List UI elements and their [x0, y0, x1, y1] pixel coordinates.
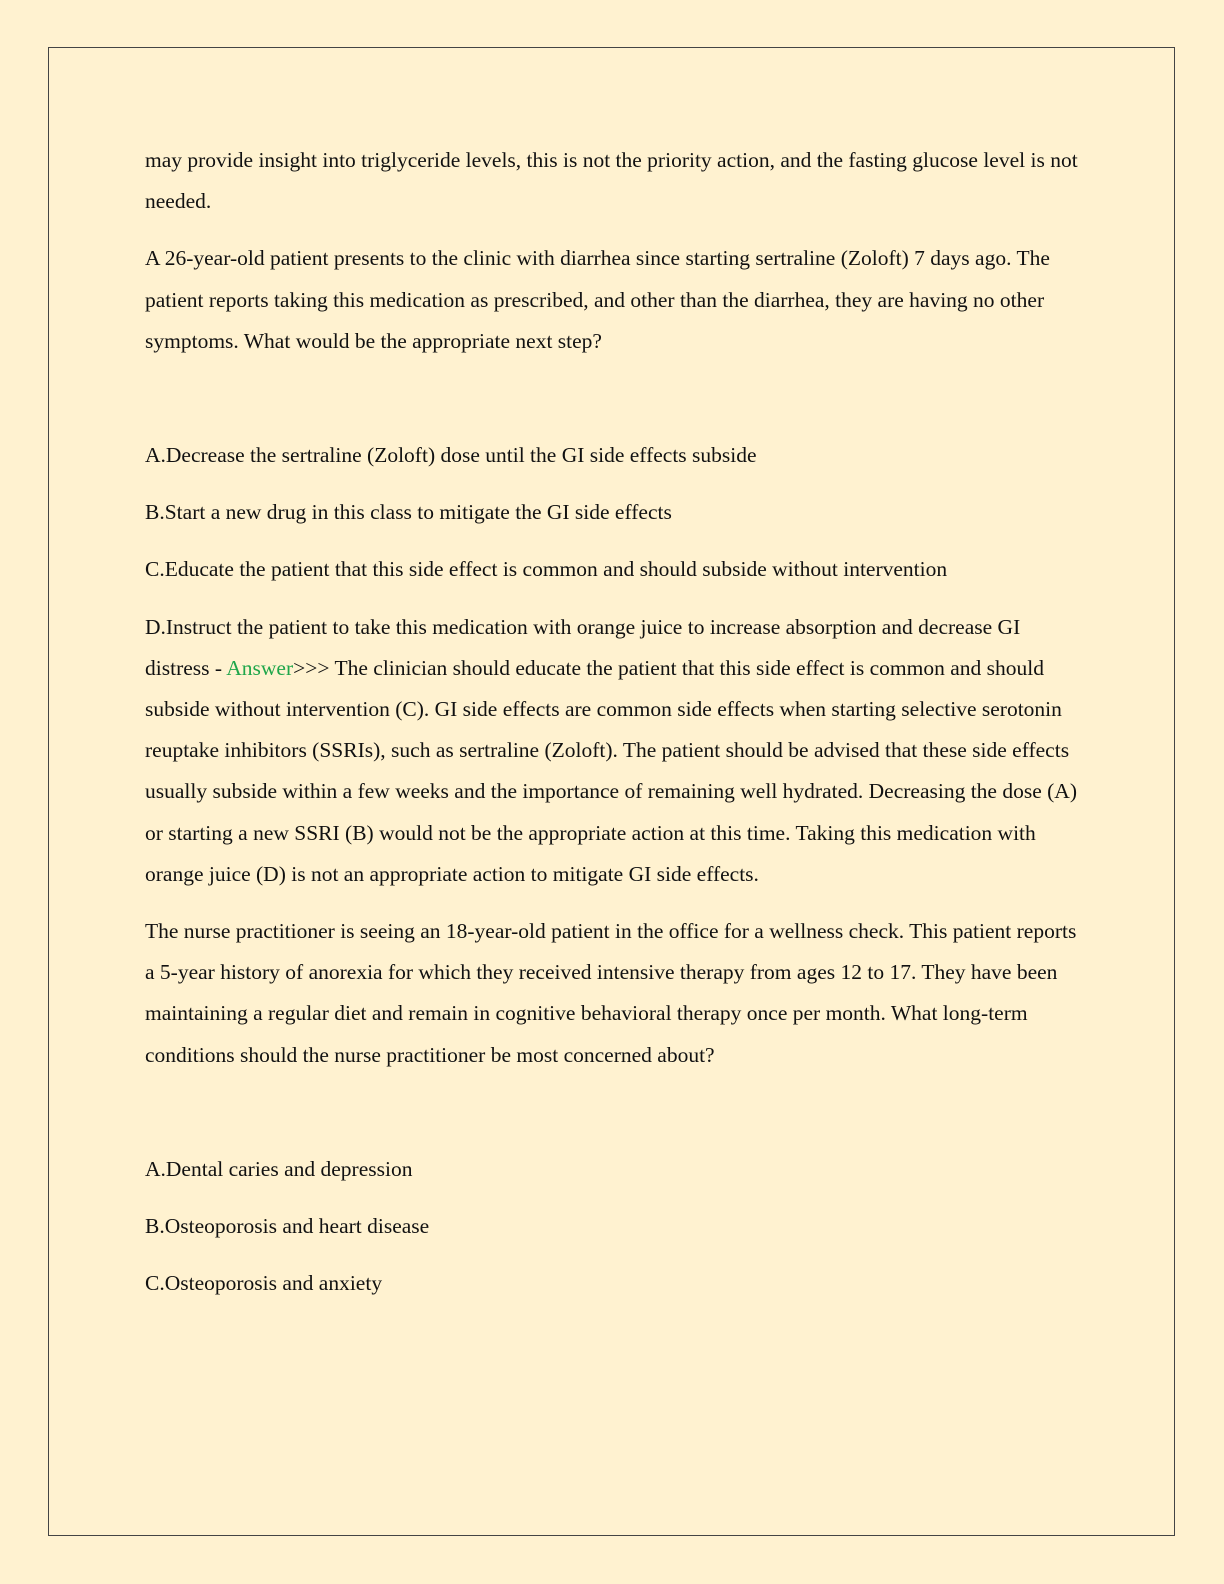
- question-1-option-b: B.Start a new drug in this class to mitigate the GI side effects: [145, 500, 672, 525]
- question-1-option-a: A.Decrease the sertraline (Zoloft) dose until the GI side effects subside: [145, 443, 757, 468]
- question-1-option-d-with-answer: [145, 607, 1085, 895]
- spacer: [145, 1092, 1085, 1149]
- question-2-option-a: A.Dental caries and depression: [145, 1156, 413, 1181]
- question-1-option-c: C.Educate the patient that this side effect is common and should subside without intervention: [145, 557, 948, 582]
- question-2-stem: The nurse practitioner is seeing an 18-year-old patient in the office for a wellness check. This patient reports a 5-year history of anorexia for which they received intensive therapy from ages 12 to 17. They have been maintaining a regular diet and remain in cognitive behavioral therapy once per month. What long-term conditions should the nurse practitioner be most concerned about?: [145, 919, 1077, 1067]
- intro-continuation-paragraph: may provide insight into triglyceride levels, this is not the priority action, and the fasting glucose level is not needed.: [145, 148, 1078, 214]
- document-body: [145, 140, 1085, 1320]
- question-1-option-d: D.Instruct the patient to take this medication with orange juice to increase absorption and decrease GI distress -: [145, 614, 1021, 680]
- question-2-option-c: C.Osteoporosis and anxiety: [145, 1271, 383, 1296]
- answer-label: Answer: [226, 655, 294, 680]
- question-1-stem: A 26-year-old patient presents to the clinic with diarrhea since starting sertraline (Zoloft) 7 days ago. The patient reports taking this medication as prescribed, and other than the diarrhea, they are having no other symptoms. What would be the appropriate next step?: [145, 246, 1050, 353]
- spacer: [145, 378, 1085, 435]
- page-border-right-rule: [1174, 48, 1176, 1535]
- question-2-option-b: B.Osteoporosis and heart disease: [145, 1214, 430, 1239]
- answer-explanation: >>> The clinician should educate the patient that this side effect is common and should subside without intervention (C). GI side effects are common side effects when starting selective serotonin reuptake inhibitors (SSRIs), such as sertraline (Zoloft). The patient should be advised that these side effects usually subside within a few weeks and the importance of remaining well hydrated. Decreasing the dose (A) or starting a new SSRI (B) would not be the appropriate action at this time. Taking this medication with orange juice (D) is not an appropriate action to mitigate GI side effects.: [145, 655, 1077, 886]
